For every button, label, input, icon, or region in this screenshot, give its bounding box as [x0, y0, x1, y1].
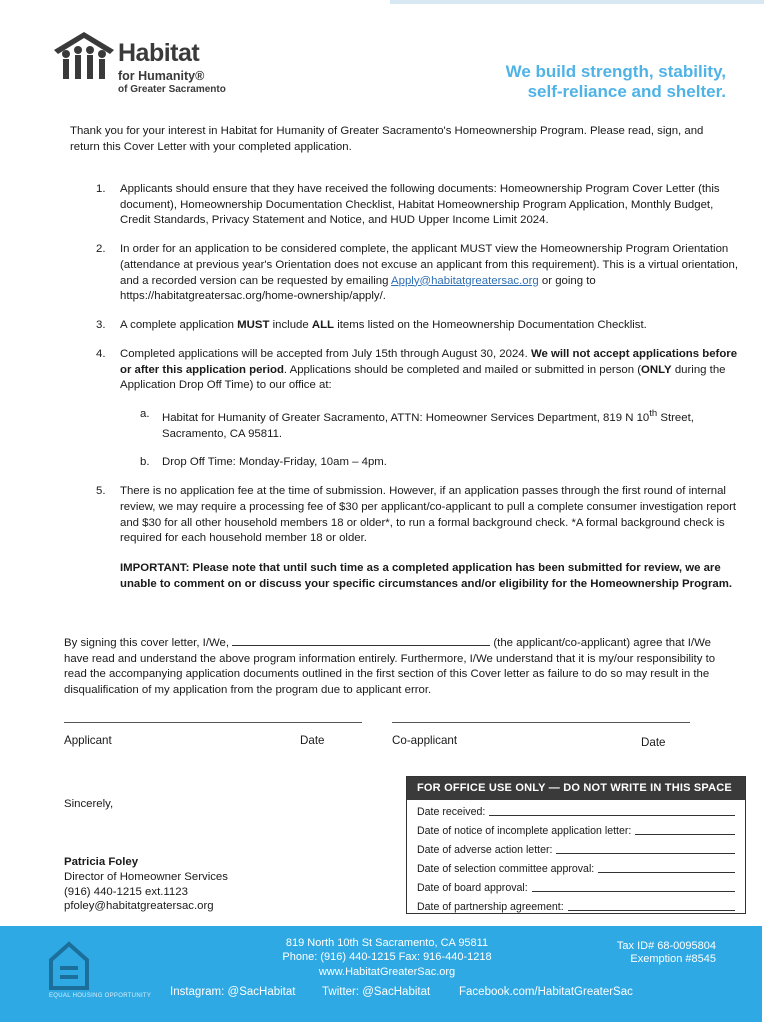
office-row-label: Date of notice of incomplete application letter:: [417, 824, 632, 837]
only-emphasis: ONLY: [641, 363, 672, 376]
closing: Sincerely,: [64, 798, 114, 810]
consent-paragraph: [64, 635, 734, 699]
office-row: [407, 819, 745, 838]
ordinal-suffix: th: [649, 408, 658, 420]
twitter-handle[interactable]: Twitter: @SacHabitat: [322, 986, 431, 998]
item-text: items listed on the Homeownership Documentation Checklist.: [334, 319, 647, 332]
office-row: [407, 857, 745, 876]
office-row-label: Date of partnership agreement:: [417, 900, 564, 913]
footer-tax-info: [617, 940, 716, 966]
habitat-logo: [52, 28, 242, 98]
applicant-signature-line[interactable]: [64, 722, 362, 723]
item-text: include: [269, 319, 312, 332]
item-number: 2.: [96, 243, 106, 256]
all-emphasis: ALL: [311, 319, 335, 332]
office-use-box: [406, 776, 746, 914]
tagline-line-1: We build strength, stability,: [505, 62, 726, 81]
office-row-label: Date of board approval:: [417, 881, 528, 894]
office-row-blank: [635, 834, 735, 835]
item-text: Street, Sacramento, CA 95811.: [162, 411, 694, 440]
item-number: 4.: [96, 347, 106, 360]
signer-email: pfoley@habitatgreatersac.org: [64, 900, 214, 913]
equal-housing-opportunity-icon: [48, 938, 90, 994]
apply-email-link[interactable]: Apply@habitatgreatersac.org: [391, 274, 539, 287]
item-text: A complete application: [120, 319, 238, 332]
item-text: Applicants should ensure that they have received the following documents: Homeownership Program Cover Letter (this document), Homeownership Documentation Checklist, Habitat Homeownership Program Application, Monthly Budget, Credit Standards, Privacy Statement and Notice, and HUD Upper Income Limit 2024.: [120, 183, 720, 227]
coapplicant-label: Co-applicant: [392, 734, 458, 747]
list-item: [140, 407, 746, 442]
item-letter: b.: [140, 456, 150, 469]
item-number: 3.: [96, 319, 106, 332]
list-item: [96, 347, 746, 471]
applicant-label: Applicant: [64, 734, 112, 747]
important-notice: IMPORTANT: Please note that until such time as a completed application has been submitted for review, we are unable to comment on or discuss your specific circumstances and/or eligibility for the Homeownership Program.: [120, 562, 733, 590]
item-number: 5.: [96, 485, 106, 498]
item-text: Habitat for Humanity of Greater Sacramento, ATTN: Homeowner Services Department, 819 N 10: [162, 411, 650, 424]
requirements-list: [96, 182, 746, 605]
habitat-house-people-icon: [52, 28, 116, 80]
logo-wordmark: Habitat: [118, 39, 200, 67]
signer-block: [64, 855, 228, 914]
top-accent-line: [390, 0, 764, 4]
facebook-link[interactable]: Facebook.com/HabitatGreaterSac: [459, 986, 633, 998]
signer-phone: (916) 440-1215 ext.1123: [64, 885, 188, 898]
list-item: [96, 318, 746, 334]
item-text: or going to https://habitatgreatersac.org/home-ownership/apply/.: [120, 274, 596, 303]
list-item: [96, 484, 746, 592]
office-row-blank: [556, 853, 735, 854]
footer-website[interactable]: www.HabitatGreaterSac.org: [318, 965, 456, 978]
tagline: [506, 62, 726, 102]
office-row-blank: [532, 891, 735, 892]
consent-text: By signing this cover letter, I/We,: [64, 637, 230, 649]
date-label: Date: [641, 736, 666, 749]
list-item: [96, 242, 746, 305]
office-row-label: Date received:: [417, 805, 486, 818]
office-use-title: FOR OFFICE USE ONLY — DO NOT WRITE IN THIS SPACE: [407, 777, 745, 800]
office-row-label: Date of adverse action letter:: [417, 843, 553, 856]
item-text: . Applications should be completed and mailed or submitted in person (: [283, 363, 642, 376]
office-row-blank: [598, 872, 735, 873]
logo-subtitle: for Humanity®: [118, 69, 205, 83]
date-label: Date: [300, 734, 325, 747]
item-letter: a.: [140, 408, 150, 421]
must-emphasis: MUST: [237, 319, 270, 332]
office-row: [407, 895, 745, 914]
footer-contact: [262, 936, 512, 979]
office-address-list: [120, 407, 746, 471]
intro-paragraph: Thank you for your interest in Habitat for Humanity of Greater Sacramento's Homeownership Program. Please read, sign, and return this Cover Letter with your completed application.: [70, 125, 704, 153]
consent-text: (the applicant/co-applicant) agree that I/We have read and understand the above program information entirely. Furthermore, I/We understand that it is my/our responsibility to read the accompanying application documents outlined in the first section of this Cover letter as failure to do so may result in the disqualification of my application from the program due to applicant error.: [64, 637, 716, 697]
office-row: [407, 876, 745, 895]
footer-address: 819 North 10th St Sacramento, CA 95811: [285, 937, 489, 949]
item-text: There is no application fee at the time of submission. However, if an application passes through the first round of internal review, we may require a processing fee of $30 per applicant/co-applicant to pull a complete consumer investigation report and $30 for all other household members 18 or older*, to run a formal background check. *A formal background check is required for each household member 18 or older.: [120, 485, 737, 545]
period-warning: We will not accept applications before or after this application period: [120, 347, 738, 376]
applicant-name-blank[interactable]: [232, 635, 490, 646]
item-text: Completed applications will be accepted from July 15th through August 30, 2024.: [120, 347, 531, 360]
office-row-label: Date of selection committee approval:: [417, 862, 595, 875]
signer-title: Director of Homeowner Services: [64, 870, 228, 883]
list-item: [140, 455, 746, 471]
list-item: [96, 182, 746, 229]
office-row-blank: [489, 815, 735, 816]
office-row-blank: [568, 910, 735, 911]
signer-name: Patricia Foley: [64, 856, 139, 868]
footer: [0, 926, 762, 1022]
item-text: Drop Off Time: Monday-Friday, 10am – 4pm.: [162, 456, 387, 469]
eho-label: EQUAL HOUSING OPPORTUNITY: [49, 993, 152, 999]
item-number: 1.: [96, 183, 106, 195]
logo-chapter: of Greater Sacramento: [118, 84, 226, 95]
coapplicant-signature-line[interactable]: [392, 722, 690, 723]
tax-id: Tax ID# 68-0095804: [616, 940, 716, 952]
item-text: during the Application Drop Off Time) to our office at:: [120, 363, 726, 392]
exemption: Exemption #8545: [630, 953, 716, 966]
office-row: [407, 800, 745, 819]
footer-phone: Phone: (916) 440-1215 Fax: 916-440-1218: [282, 951, 492, 964]
instagram-handle[interactable]: Instagram: @SacHabitat: [170, 986, 296, 998]
tagline-line-2: self-reliance and shelter.: [527, 82, 726, 102]
office-row: [407, 838, 745, 857]
item-text: In order for an application to be considered complete, the applicant MUST view the Homeownership Program Orientation (attendance at previous year's Orientation does not excuse an applicant from this requirement). This is a virtual orientation, and a recorded version can be requested by emailing: [120, 243, 739, 287]
